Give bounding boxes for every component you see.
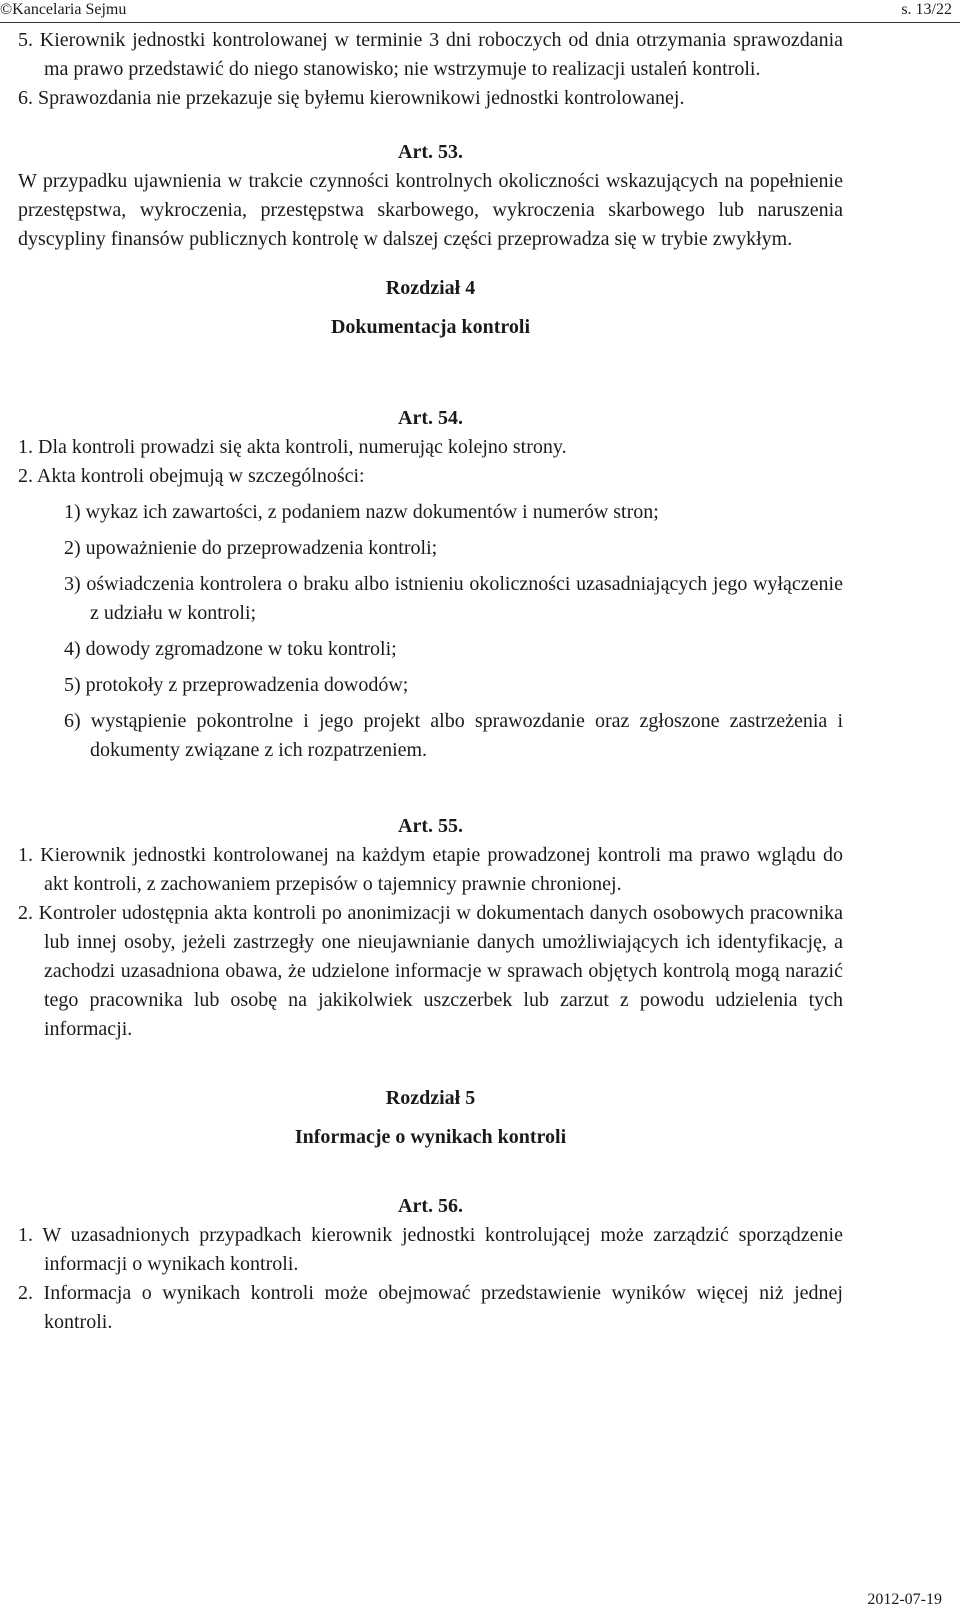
article-56-paragraph-1: 1. W uzasadnionych przypadkach kierownik jednostki kontrolującej może zarządzić sporządzenie informacji o wynikach kontroli. (18, 1224, 843, 1275)
article-54-paragraph-1: 1. Dla kontroli prowadzi się akta kontroli, numerując kolejno strony. (18, 436, 567, 458)
footer-date: 2012-07-19 (867, 1591, 942, 1608)
page-header (0, 0, 960, 24)
article-54-paragraph-2: 2. Akta kontroli obejmują w szczególności: (18, 465, 365, 487)
list-item: 2) upoważnienie do przeprowadzenia kontroli; (64, 537, 438, 559)
article-55-heading: Art. 55. (398, 815, 463, 837)
article-55-paragraph-2: 2. Kontroler udostępnia akta kontroli po anonimizacji w dokumentach danych osobowych pracownika lub innej osoby, jeżeli zastrzegły one nieujawnianie danych umożliwiających ich identyfikację, a zachodzi uzasadniona obawa, że udzielone informacje w sprawach objętych kontrolą mogą narazić tego pracownika lub osobę na jakikolwiek uszczerbek lub zarzut z powodu udzielenia tych informacji. (18, 902, 843, 1040)
paragraph-5: 5. Kierownik jednostki kontrolowanej w terminie 3 dni roboczych od dnia otrzymania sprawozdania ma prawo przedstawić do niego stanowisko; nie wstrzymuje to realizacji ustaleń kontroli. (18, 29, 843, 80)
paragraph-6: 6. Sprawozdania nie przekazuje się byłemu kierownikowi jednostki kontrolowanej. (18, 87, 685, 109)
chapter-4-number: Rozdział 4 (385, 277, 476, 299)
header-rule (0, 22, 960, 23)
chapter-5-number: Rozdział 5 (385, 1087, 476, 1109)
article-55-paragraph-1: 1. Kierownik jednostki kontrolowanej na każdym etapie prowadzonej kontroli ma prawo wglądu do akt kontroli, z zachowaniem przepisów o tajemnicy prawnie chronionej. (18, 844, 843, 895)
article-54-heading: Art. 54. (398, 407, 463, 429)
list-item: 1) wykaz ich zawartości, z podaniem nazw dokumentów i numerów stron; (64, 501, 659, 523)
document-body (18, 26, 843, 1337)
article-56-paragraph-2: 2. Informacja o wynikach kontroli może obejmować przedstawienie wyników więcej niż jednej kontroli. (18, 1282, 843, 1333)
article-53-text: W przypadku ujawnienia w trakcie czynności kontrolnych okoliczności wskazujących na popełnienie przestępstwa, wykroczenia, przestępstwa skarbowego, wykroczenia skarbowego lub naruszenia dyscypliny finansów publicznych kontrolę w dalszej części przeprowadza się w trybie zwykłym. (18, 170, 843, 250)
list-item: 5) protokoły z przeprowadzenia dowodów; (64, 674, 409, 696)
article-56-heading: Art. 56. (398, 1195, 463, 1217)
list-item: 3) oświadczenia kontrolera o braku albo istnieniu okoliczności uzasadniających jego wyłączenie z udziału w kontroli; (64, 573, 843, 624)
chapter-4-title: Dokumentacja kontroli (330, 316, 531, 338)
article-53-heading: Art. 53. (398, 141, 463, 163)
list-item: 6) wystąpienie pokontrolne i jego projekt albo sprawozdanie oraz zgłoszone zastrzeżenia i dokumenty związane z ich rozpatrzeniem. (64, 710, 843, 761)
list-item: 4) dowody zgromadzone w toku kontroli; (64, 638, 397, 660)
header-copyright: ©Kancelaria Sejmu (0, 1, 127, 18)
header-page-number: s. 13/22 (901, 1, 952, 18)
chapter-5-title: Informacje o wynikach kontroli (294, 1126, 567, 1148)
